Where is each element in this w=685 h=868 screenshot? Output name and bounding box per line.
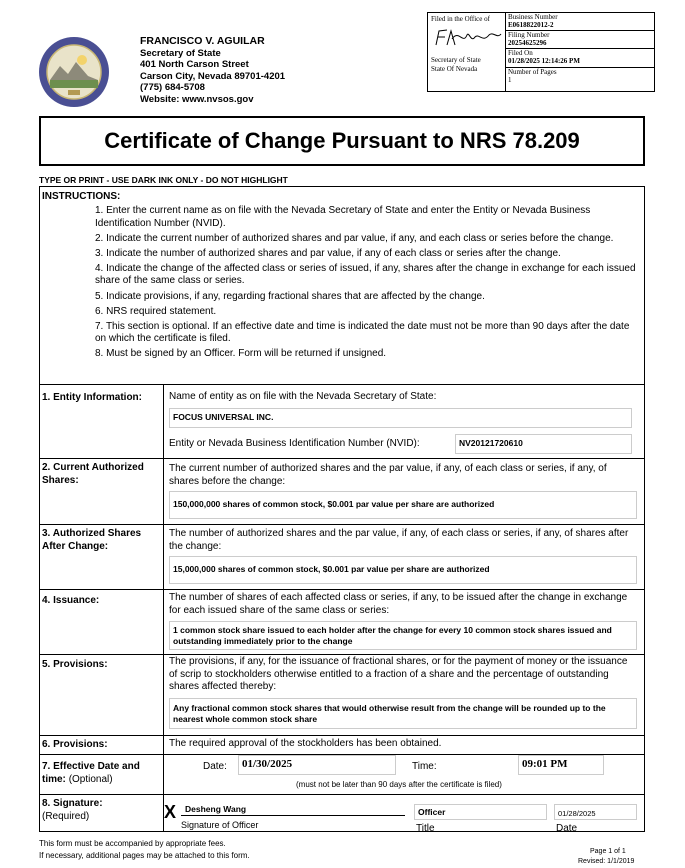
title-caption: Title: [416, 823, 435, 834]
time-label: Time:: [412, 761, 437, 772]
officer-address1: 401 North Carson Street: [140, 59, 249, 70]
effective-date-label: [42, 760, 160, 786]
current-authorized-prompt: The current number of authorized shares and the par value, if any, of each class or series, if any, of shares before the change:: [169, 463, 607, 487]
instruction-item: 7. This section is optional. If an effective date and time is indicated the date must not be more than 90 days after the date on which the certificate is filed.: [95, 320, 630, 345]
signature-label-text: 8. Signature:: [42, 798, 103, 809]
officer-title-field[interactable]: Officer: [414, 804, 547, 820]
nevada-state-seal: [38, 36, 110, 108]
secretary-label: Secretary of State: [431, 56, 481, 64]
filed-on-label: Filed On: [508, 49, 533, 57]
officer-website: Website: www.nvsos.gov: [140, 93, 254, 105]
instruction-item: 6. NRS required statement.: [95, 305, 217, 317]
instruction-item: 4. Indicate the change of the affected class or series of issued, if any, shares after the change in exchange for each issued share of the same class or series.: [95, 262, 636, 287]
effective-date-note: (must not be later than 90 days after the certificate is filed): [296, 780, 502, 789]
entity-name-field[interactable]: FOCUS UNIVERSAL INC.: [169, 408, 632, 428]
after-change-field[interactable]: 15,000,000 shares of common stock, $0.001 par value per share are authorized: [169, 556, 637, 584]
filing-number-cell: [506, 31, 654, 49]
instructions-heading: INSTRUCTIONS:: [42, 191, 121, 202]
signature-date-field[interactable]: 01/28/2025: [554, 804, 637, 820]
signature-field[interactable]: [181, 804, 405, 816]
footer-fees: This form must be accompanied by appropriate fees.: [39, 839, 226, 848]
officer-name: FRANCISCO V. AGUILAR: [140, 35, 265, 47]
state-label: State Of Nevada: [431, 65, 478, 73]
provisions6-label: 6. Provisions:: [42, 739, 108, 750]
issuance-prompt: The number of shares of each affected class or series, if any, to be issued after the change in exchange for each issued share of the same class or series:: [169, 592, 628, 616]
officer-block: [140, 36, 285, 105]
instruction-item: 5. Indicate provisions, if any, regarding fractional shares that are affected by the change.: [95, 290, 485, 302]
filing-stamp-box: [427, 12, 655, 92]
filing-left-column: [428, 13, 506, 91]
instruction-item: 2. Indicate the current number of authorized shares and par value, if any, and each class or series before the change.: [95, 232, 614, 244]
instruction-item: 1. Enter the current name as on file with the Nevada Secretary of State and enter the Entity or Nevada Business Identification Number (NVID).: [95, 205, 591, 229]
page-title: Certificate of Change Pursuant to NRS 78.209: [39, 116, 645, 166]
nvid-prompt: Entity or Nevada Business Identification Number (NVID):: [169, 438, 420, 449]
issuance-label: 4. Issuance:: [42, 595, 100, 606]
after-change-label: 3. Authorized Shares After Change:: [42, 528, 142, 552]
entity-info-label: 1. Entity Information:: [42, 392, 142, 403]
business-number-cell: [506, 13, 654, 31]
effective-optional-text: (Optional): [68, 774, 113, 785]
signer-name: Desheng Wang: [185, 804, 247, 814]
divider: [39, 384, 645, 385]
divider: [39, 654, 645, 655]
signature-label: [42, 797, 103, 823]
date-label: Date:: [203, 761, 227, 772]
signature-caption: Signature of Officer: [181, 820, 259, 830]
signature-x-mark: X: [164, 802, 177, 822]
effective-date-label-text: 7. Effective Date and time:: [42, 761, 140, 785]
divider: [39, 794, 645, 795]
effective-date-field[interactable]: 01/30/2025: [238, 755, 396, 775]
filed-on-value: 01/28/2025 12:14:26 PM: [508, 57, 580, 65]
effective-time-field[interactable]: 09:01 PM: [518, 755, 604, 775]
current-authorized-label: 2. Current Authorized Shares:: [42, 462, 144, 486]
divider: [39, 735, 645, 736]
footer-revised: Revised: 1/1/2019: [578, 858, 635, 865]
signature-required-text: (Required): [42, 811, 90, 822]
instruction-item: 8. Must be signed by an Officer. Form will be returned if unsigned.: [95, 348, 387, 360]
entity-name-prompt: Name of entity as on file with the Nevada Secretary of State:: [169, 391, 437, 402]
filed-on-cell: [506, 49, 654, 68]
current-authorized-field[interactable]: 150,000,000 shares of common stock, $0.001 par value per share are authorized: [169, 491, 637, 519]
provisions6-text: The required approval of the stockholders has been obtained.: [169, 738, 442, 749]
nvid-field[interactable]: NV20121720610: [455, 434, 632, 454]
divider: [39, 524, 645, 525]
after-change-prompt: The number of authorized shares and the par value, if any, of each class or series, if any, of shares after the change:: [169, 528, 629, 552]
divider: [39, 458, 645, 459]
divider: [39, 589, 645, 590]
issuance-field[interactable]: 1 common stock share issued to each holder after the change for every 10 common stock shares issued and outstanding immediately prior to the change: [169, 621, 637, 650]
filing-signature: [433, 25, 503, 51]
pages-label: Number of Pages: [508, 68, 557, 76]
officer-position: Secretary of State: [140, 47, 221, 59]
filing-number-label: Filing Number: [508, 31, 550, 39]
provisions-label: 5. Provisions:: [42, 659, 108, 670]
instructions-list: [95, 205, 640, 364]
date-caption: Date: [556, 823, 578, 834]
instruction-item: 3. Indicate the number of authorized shares and par value, if any of each class or series after the change.: [95, 247, 561, 259]
type-or-print-note: TYPE OR PRINT - USE DARK INK ONLY - DO NOT HIGHLIGHT: [39, 175, 288, 185]
filing-secretary: [431, 56, 481, 74]
footer-pages-note: If necessary, additional pages may be attached to this form.: [39, 851, 250, 860]
column-divider: [163, 384, 164, 832]
pages-cell: [506, 68, 654, 91]
business-number-value: E0618822012-2: [508, 21, 554, 29]
officer-phone: (775) 684-5708: [140, 82, 205, 93]
officer-address2: Carson City, Nevada 89701-4201: [140, 70, 286, 82]
provisions-field[interactable]: Any fractional common stock shares that would otherwise result from the change will be rounded up to the nearest whole common stock share: [169, 698, 637, 729]
footer-page-number: Page 1 of 1: [590, 848, 626, 855]
business-number-label: Business Number: [508, 13, 558, 21]
filed-label: Filed in the Office of: [431, 15, 490, 23]
filing-number-value: 20254625296: [508, 39, 547, 47]
provisions-prompt: The provisions, if any, for the issuance of fractional shares, or for the payment of money or the issuance of scrip to stockholders otherwise entitled to a fraction of a share and the percentage of outstanding shares affected thereby:: [169, 656, 628, 692]
pages-value: 1: [508, 76, 512, 84]
